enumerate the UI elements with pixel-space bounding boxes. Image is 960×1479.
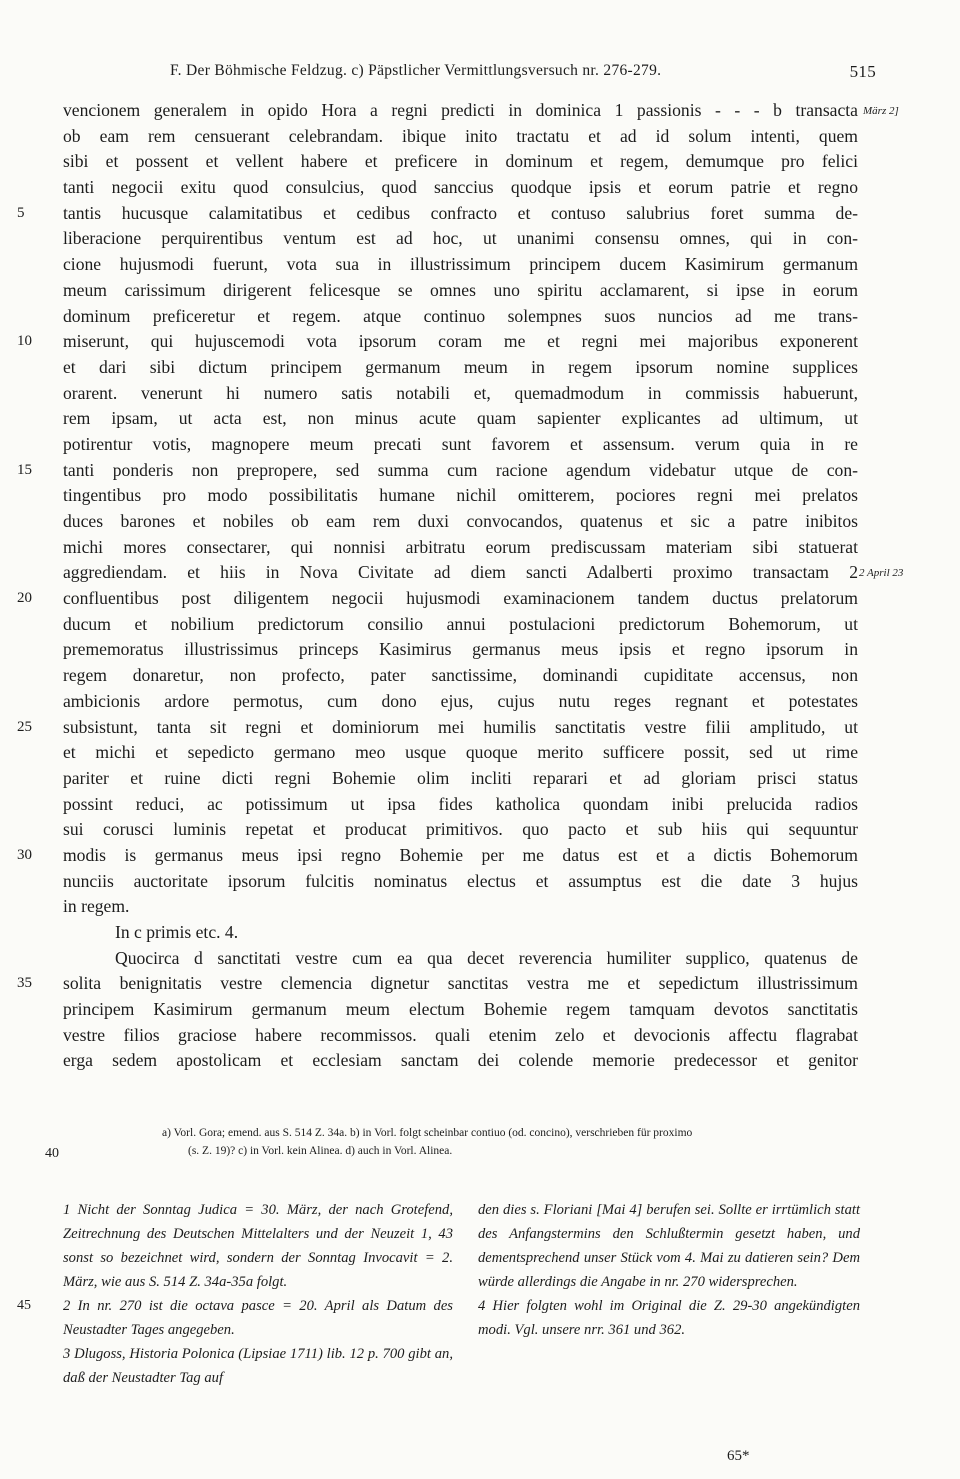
text-line: 25 subsistunt, tanta sit regni et dominiorum mei humilis sanctitatis vestre filii amplitudo, ut [63, 715, 858, 741]
text-line: ambicionis ardore permotus, cum dono ejus, cujus nutu reges regnant et potestates [63, 690, 858, 711]
page-number: 515 [849, 62, 876, 81]
text-line: possint reduci, ac potissimum ut ipsa fides katholica quondam inibi prelucida radios [63, 793, 858, 814]
critical-apparatus [45, 1124, 862, 1161]
main-text [17, 98, 904, 1074]
text-line: rem ipsam, ut acta est, non minus acute quam sapienter explicantes ad ultimum, ut [63, 408, 858, 429]
text-line: tingentibus pro modo possibilitatis humane nichil omitterem, pociores regni mei prelatos [63, 485, 858, 506]
text-line: 10 miserunt, qui hujuscemodi vota ipsorum coram me et regni mei majoribus exponerent [63, 329, 858, 355]
line-number: 25 [17, 718, 32, 735]
text-line: tanti negocii exitu quod consulcius, quod sanccius quodque ipsis et eorum patrie et regno [63, 177, 858, 198]
text-line: nunciis auctoritate ipsorum fulcitis nominatus electus et assumptus est die date 3 hujus [63, 870, 858, 891]
text-line: orarent. venerunt hi numero satis notabili et, quemadmodum in commissis habuerunt, [63, 382, 858, 403]
text-line: Quocirca d sanctitati vestre cum ea qua decet reverencia humiliter supplico, quatenus de [115, 947, 858, 968]
running-title: F. Der Böhmische Feldzug. c) Päpstlicher Vermittlungsversuch nr. 276-279. [170, 62, 662, 79]
margin-note: 2 April 23 [859, 567, 904, 580]
text-line: potirentur votis, magnopere meum precati sunt favorem et assensum. verum quia in re [63, 433, 858, 454]
text-line: liberacione perquirentibus ventum est ad hoc, ut unanimi consensu omnes, qui in con- [63, 228, 858, 249]
text-line: aggrediendam. et hiis in Nova Civitate ad diem sancti Adalberti proximo transactam 2 2 April 23 [63, 560, 858, 586]
apparatus-line: (s. Z. 19)? c) in Vorl. kein Alinea. d) auch in Vorl. Alinea. [188, 1145, 453, 1157]
footnotes-right [478, 1198, 860, 1342]
footnote: 3 Dlugoss, Historia Polonica (Lipsiae 1711) lib. 12 p. 700 gibt an, daß der Neustadter Tag auf [63, 1346, 453, 1386]
footnote: 4 Hier folgten wohl im Original die Z. 29-30 angekündigten modi. Vgl. unsere nrr. 361 und 362. [478, 1298, 860, 1338]
text-line: In c primis etc. 4. [115, 922, 239, 942]
text-line: principem Kasimirum germanum meum electum Bohemie regem tamquam devotos sanctitatis [63, 999, 858, 1020]
text-line: sibi et possent et vellent habere et preficere in dominum et regem, demumque pro felici [63, 151, 858, 172]
text-line: prememoratus illustrissimus princeps Kasimirus germanus meus ipsis et regno ipsorum in [63, 639, 858, 660]
text-line: et michi et sepedicto germano meo usque quoque merito sufficere possit, sed ut rime [63, 742, 858, 763]
text-line: pariter et ruine dicti regni Bohemie olim incliti reparari et ad gloriam prisci status [63, 767, 858, 788]
footnote: den dies s. Floriani [Mai 4] berufen sei. Sollte er irrtümlich statt des Anfangstermins den Schlußtermin gesetzt haben, und dementsprechend unser Stück vom 4. Mai zu datieren sein? Dem würde allerdings die Angabe in nr. 270 widersprechen. [478, 1202, 860, 1290]
text-line: ducum et nobilium predictorum consilio annui postulacioni predictorum Bohemorum, ut [63, 613, 858, 634]
text-line: dominum preficeretur et regem. atque continuo solempnes suos nuncios ad me trans- [63, 305, 858, 326]
text-line: cione hujusmodi fuerunt, vota sua in illustrissimum principem ducem Kasimirum germanum [63, 254, 858, 275]
running-header [170, 62, 876, 80]
text-line: meum carissimum dirigerent felicesque se omnes uno spiritu acclamarent, si ipse in eorum [63, 279, 858, 300]
apparatus-line: a) Vorl. Gora; emend. aus S. 514 Z. 34a. b) in Vorl. folgt scheinbar contiuo (od. concino), verschrieben für proximo [162, 1127, 693, 1139]
text-line: 20 confluentibus post diligentem negocii hujusmodi examinacionem tandem ductus prelatorum [63, 586, 858, 612]
text-line: vencionem generalem in opido Hora a regni predicti in dominica 1 passionis - - - b transacta März 2] [63, 98, 858, 124]
text-line: sui corusci luminis repetat et producat primitivos. quo pacto et sub hiis qui sequuntur [63, 819, 858, 840]
text-line: vestre filios graciose habere recommissos. quali etenim zelo et devocionis affectu flagrabat [63, 1024, 858, 1045]
line-number: 35 [17, 975, 32, 992]
line-number: 45 [17, 1298, 31, 1313]
text-line: 15 tanti ponderis non preproperе, sed summa cum racione agendum videbatur utque de con- [63, 458, 858, 484]
line-number: 5 [17, 204, 25, 221]
text-line: erga sedem apostolicam et ecclesiam sanctam dei colende memorie predecessor et genitor [63, 1050, 858, 1071]
text-line: ob eam rem censuerant celebrandam. ibique inito tractatu et ad id solum intenti, quem [63, 125, 858, 146]
text-line: michi mores consectarer, qui nonnisi arbitratu eorum prediscussam materiam sibi statuerat [63, 536, 858, 557]
text-line: regem donaretur, non profecto, pater sanctissime, dominandi cupiditate accensus, non [63, 665, 858, 686]
signature-mark: 65* [727, 1448, 750, 1464]
text-line: duces barones et nobiles ob eam rem duxi convocandos, quatenus et sic a patre inibitos [63, 511, 858, 531]
line-number: 30 [17, 846, 32, 863]
line-number: 40 [45, 1146, 59, 1161]
text-line: 5 tantis hucusque calamitatibus et cedibus confracto et contuso salubrius foret summa de- [63, 201, 858, 227]
footnotes-left [17, 1198, 453, 1390]
text-line: 30 modis is germanus meus ipsi regno Bohemie per me datus est et a dictis Bohemorum [63, 843, 858, 869]
margin-note: März 2] [863, 105, 899, 117]
footnote: 2 In nr. 270 ist die octava pasce = 20. April als Datum des Neustadter Tages angegeben. [63, 1298, 453, 1338]
line-number: 10 [17, 333, 32, 350]
text-line: et dari sibi dictum principem germanum meum in regem ipsorum nomine supplices [63, 356, 858, 377]
line-number: 15 [17, 461, 32, 478]
line-number: 20 [17, 590, 32, 607]
text-line: 35 solita benignitatis vestre clemencia dignetur sanctitas vestra me et sepedictum illustrissimum [63, 971, 858, 997]
footnote: 1 Nicht der Sonntag Judica = 30. März, der nach Grotefend, Zeitrechnung des Deutschen Mittelalters und der Neuzeit 1, 43 sonst so bezeichnet wird, sondern der Sonntag Invocavit = 2. März, wie aus S. 514 Z. 34a-35a folgt. [63, 1202, 453, 1290]
text-line: in regem. [63, 896, 130, 917]
